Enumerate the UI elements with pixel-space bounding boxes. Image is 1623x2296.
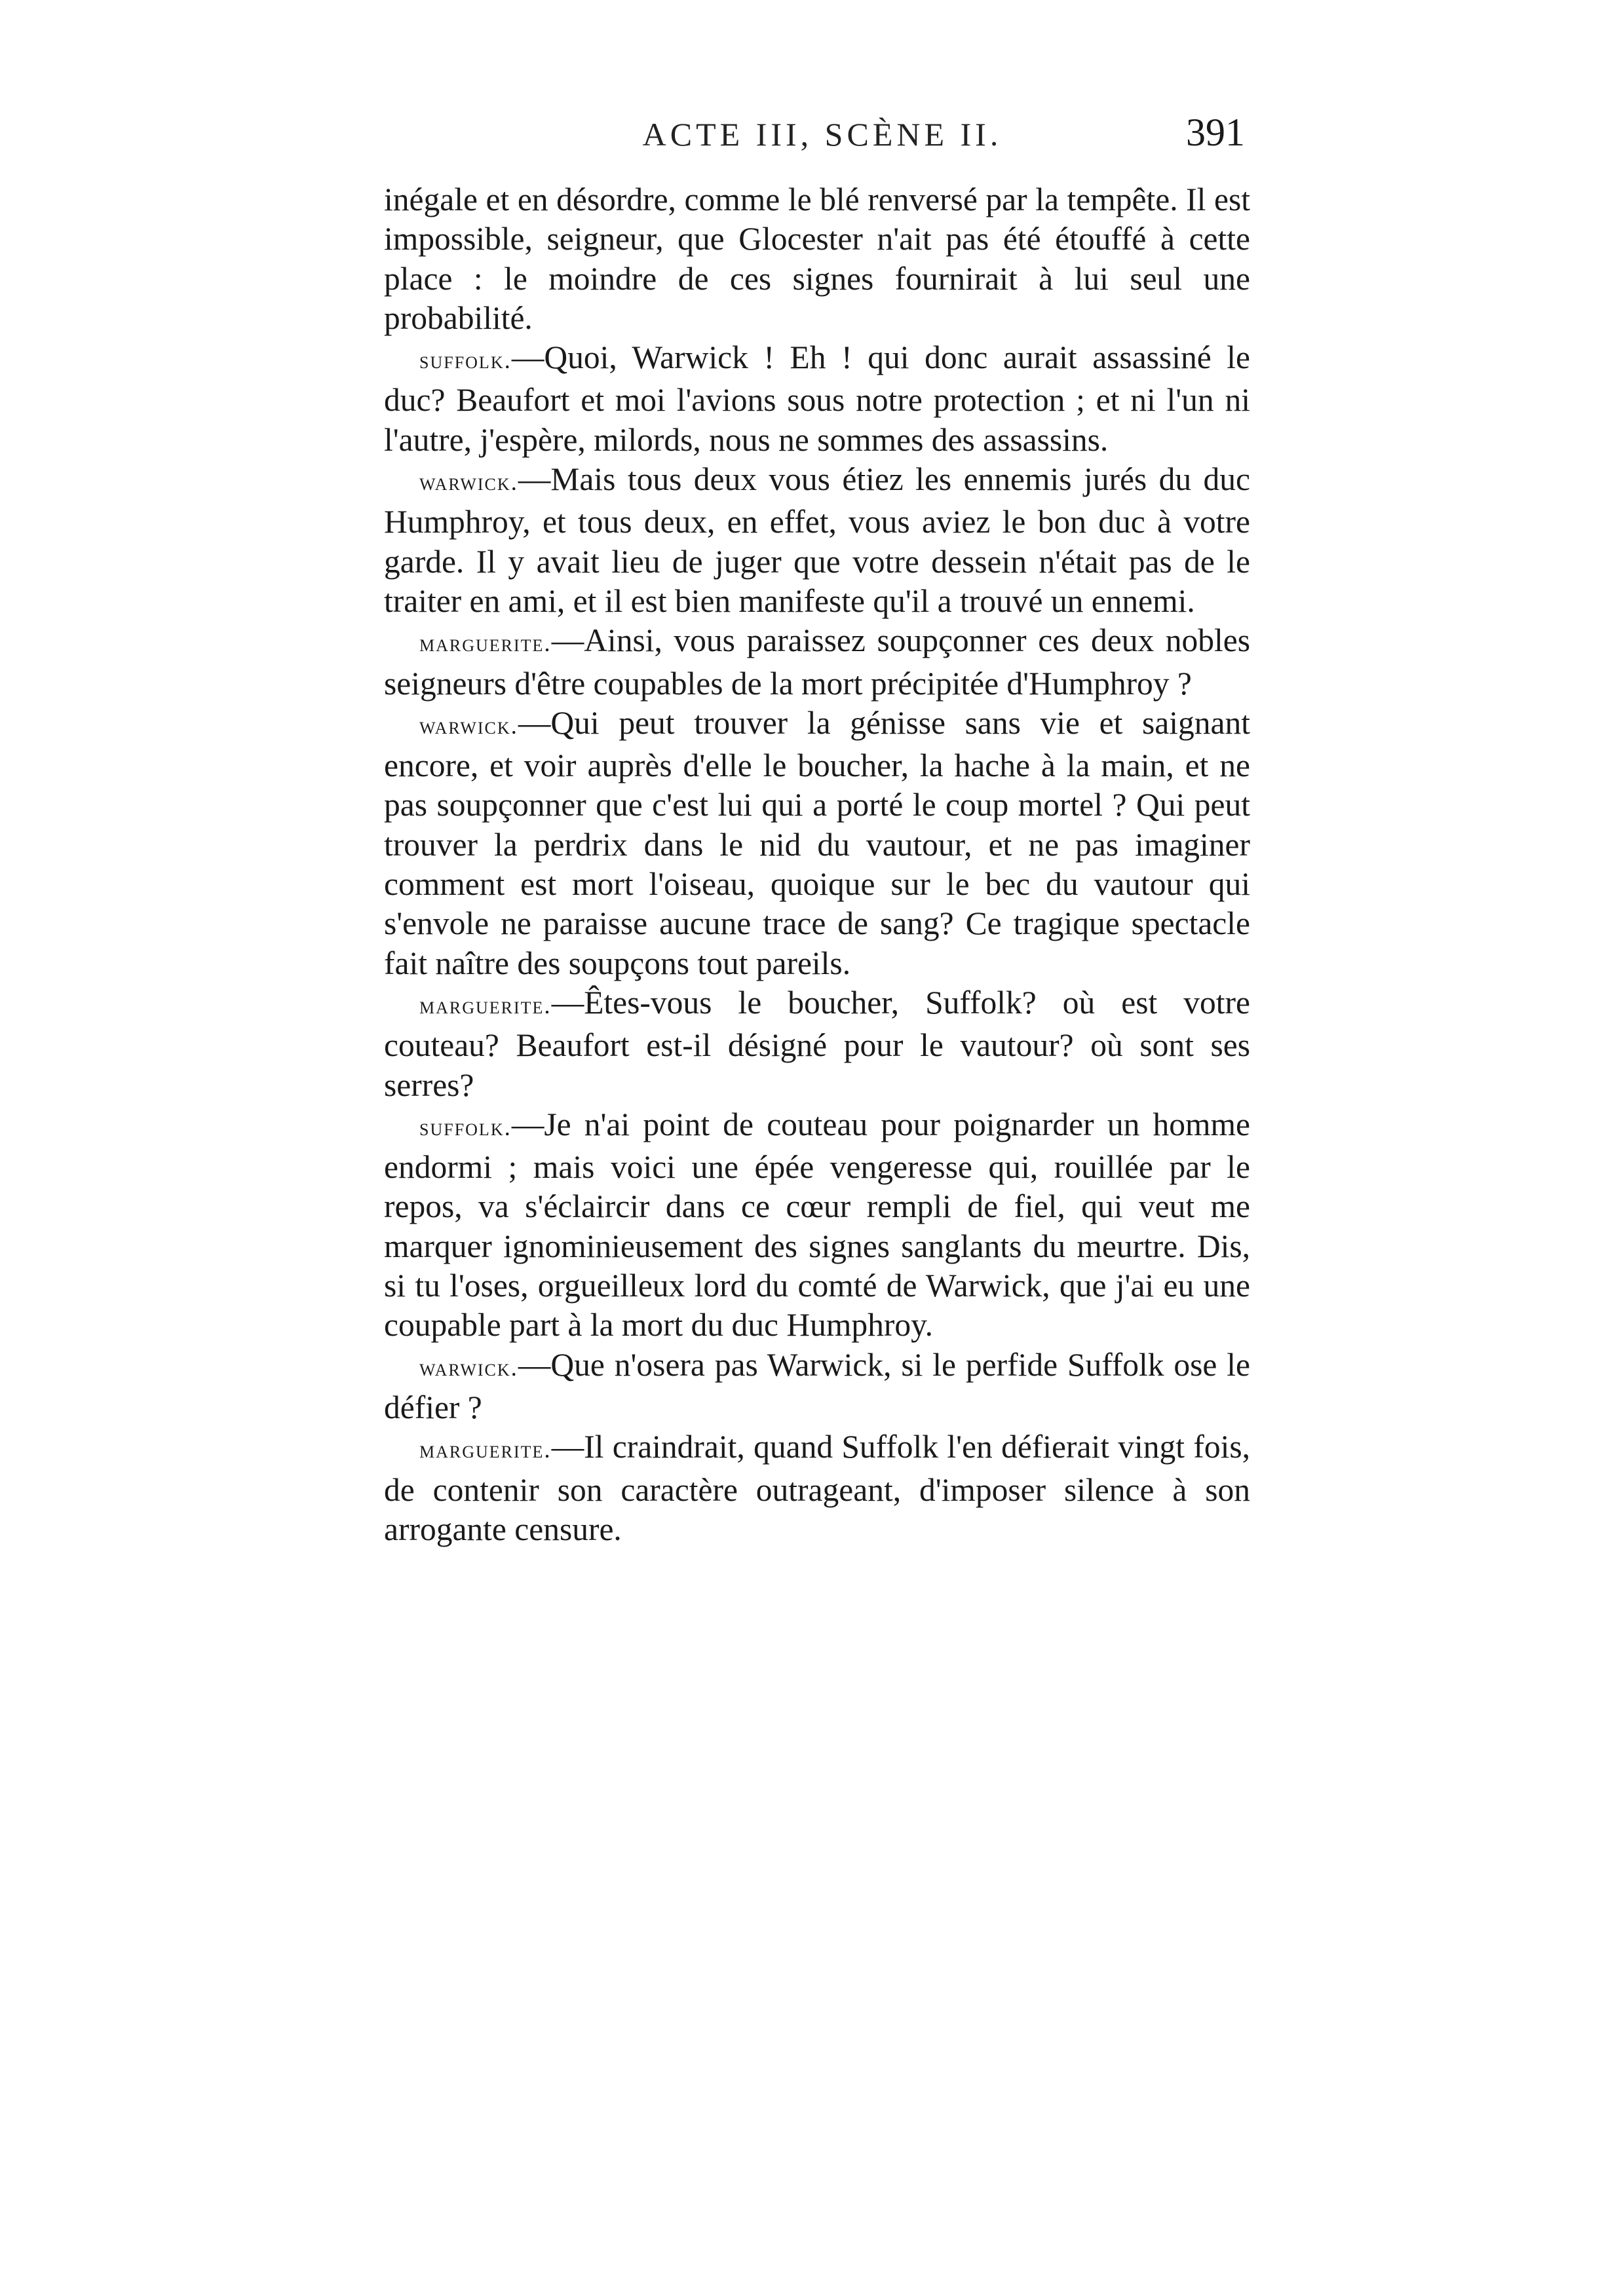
- paragraph-text: inégale et en désordre, comme le blé renversé par la tempête. Il est impossible, seigneur, que Glocester n'ait pas été étouffé à cette place : le moindre de ces signes fournirait à lui seul une probabilité.: [384, 181, 1250, 336]
- speech-suffolk: [384, 1105, 1250, 1346]
- page-number: 391: [1186, 111, 1245, 154]
- running-title: ACTE III, SCÈNE II.: [642, 116, 1002, 153]
- speech-text: —Que n'osera pas Warwick, si le perfide Suffolk ose le défier ?: [384, 1346, 1250, 1425]
- text-block: [384, 180, 1250, 1549]
- speech-text: —Êtes-vous le boucher, Suffolk? où est votre couteau? Beaufort est-il désigné pour le vautour? où sont ses serres?: [384, 984, 1250, 1103]
- speech-text: —Quoi, Warwick ! Eh ! qui donc aurait assassiné le duc? Beaufort et moi l'avions sous notre protection ; et ni l'un ni l'autre, j'espère, milords, nous ne sommes des assassins.: [384, 339, 1250, 458]
- speech-warwick: [384, 704, 1250, 983]
- speech-text: —Ainsi, vous paraissez soupçonner ces deux nobles seigneurs d'être coupables de la mort précipitée d'Humphroy ?: [384, 622, 1250, 702]
- speech-text: —Mais tous deux vous étiez les ennemis jurés du duc Humphroy, et tous deux, en effet, vous aviez le bon duc à votre garde. Il y avait lieu de juger que votre dessein n'était pas de le traiter en ami, et il est bien manifeste qu'il a trouvé un ennemi.: [384, 461, 1250, 619]
- speech-text: —Qui peut trouver la génisse sans vie et saignant encore, et voir auprès d'elle le boucher, la hache à la main, et ne pas soupçonner que c'est lui qui a porté le coup mortel ? Qui peut trouver la perdrix dans le nid du vautour, et ne pas imaginer comment est mort l'oiseau, quoique sur le bec du vautour qui s'envole ne paraisse aucune trace de sang? Ce tragique spectacle fait naître des soupçons tout pareils.: [384, 704, 1250, 981]
- speaker-name: warwick.: [419, 1354, 518, 1382]
- speaker-name: suffolk.: [419, 1114, 512, 1141]
- speaker-name: suffolk.: [419, 347, 512, 375]
- speech-text: —Il craindrait, quand Suffolk l'en défierait vingt fois, de contenir son caractère outrageant, d'imposer silence à son arrogante censure.: [384, 1429, 1250, 1547]
- speaker-name: marguerite.: [419, 630, 552, 658]
- speech-marguerite: [384, 621, 1250, 704]
- speaker-name: marguerite.: [419, 1437, 552, 1464]
- speech-suffolk: [384, 338, 1250, 460]
- speaker-name: warwick.: [419, 712, 518, 740]
- speech-text: —Je n'ai point de couteau pour poignarder un homme endormi ; mais voici une épée vengeresse qui, rouillée par le repos, va s'éclaircir dans ce cœur rempli de fiel, qui veut me marquer ignominieusement des signes sanglants du meurtre. Dis, si tu l'oses, orgueilleux lord du comté de Warwick, que j'ai eu une coupable part à la mort du duc Humphroy.: [384, 1106, 1250, 1344]
- speech-marguerite: [384, 983, 1250, 1105]
- speaker-name: warwick.: [419, 469, 518, 497]
- speech-warwick: [384, 1346, 1250, 1428]
- paragraph-continuation: [384, 180, 1250, 338]
- running-head: [387, 110, 1258, 162]
- speaker-name: marguerite.: [419, 992, 552, 1019]
- speech-warwick: [384, 460, 1250, 621]
- speech-marguerite: [384, 1427, 1250, 1549]
